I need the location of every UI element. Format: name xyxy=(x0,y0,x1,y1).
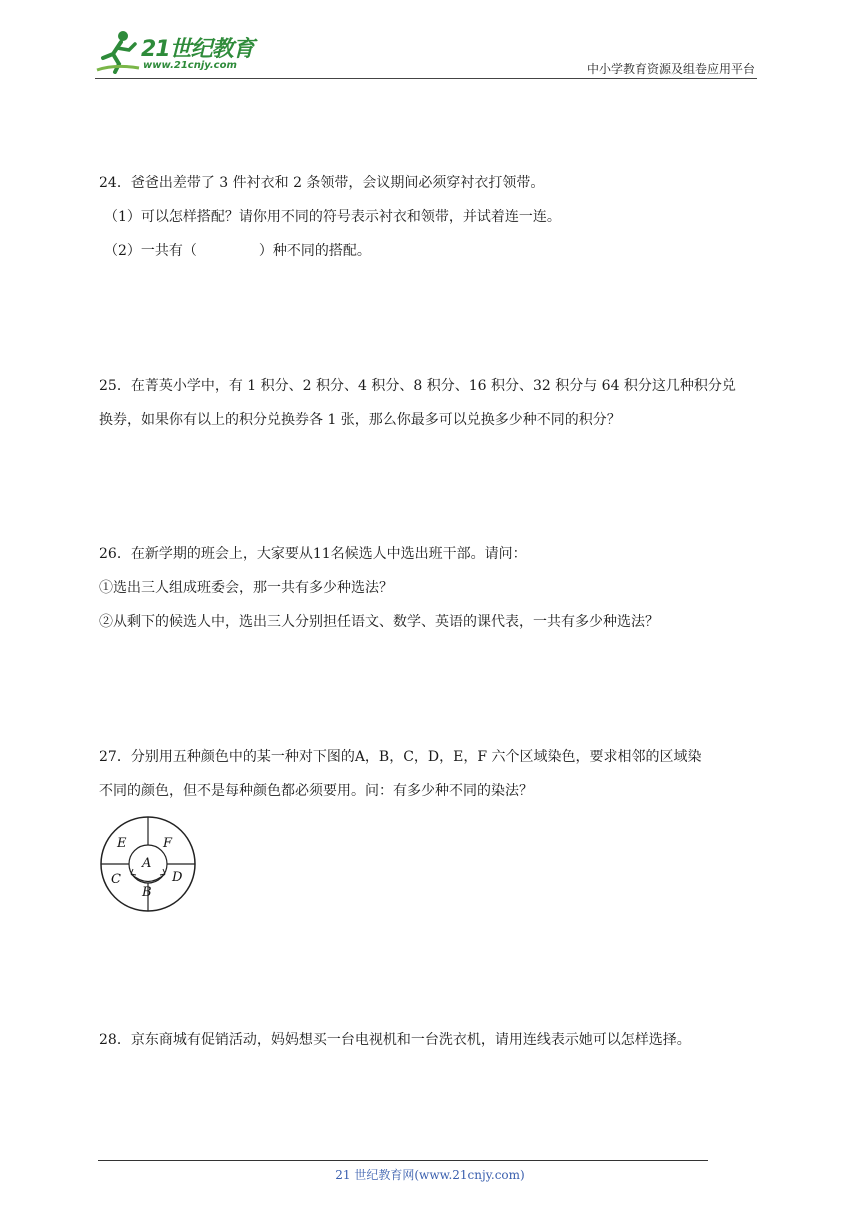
logo-text: 21世纪教育 xyxy=(141,37,254,62)
q24-part2-before: （2）一共有（ xyxy=(104,243,197,259)
q24-part2-after: ）种不同的搭配。 xyxy=(258,243,371,259)
label-c: C xyxy=(111,872,121,887)
q27-region-figure xyxy=(98,815,198,913)
q24-stem: 24．爸爸出差带了 3 件衬衣和 2 条领带，会议期间必须穿衬衣打领带。 xyxy=(99,175,545,191)
q27-line1: 27．分别用五种颜色中的某一种对下图的A，B，C，D，E，F 六个区域染色，要求相邻的区域染 xyxy=(99,749,702,765)
q28-stem: 28．京东商城有促销活动，妈妈想买一台电视机和一台洗衣机，请用连线表示她可以怎样选择。 xyxy=(99,1032,691,1048)
logo-url: www.21cnjy.com xyxy=(143,60,237,71)
q24-part1: （1）可以怎样搭配？请你用不同的符号表示衬衣和领带，并试着连一连。 xyxy=(104,209,561,225)
label-e: E xyxy=(117,836,127,851)
q26-part2: ②从剩下的候选人中，选出三人分别担任语文、数学、英语的课代表，一共有多少种选法？ xyxy=(99,614,659,630)
footer-divider xyxy=(98,1160,708,1161)
runner-logo-icon xyxy=(95,28,141,74)
label-b: B xyxy=(142,885,152,900)
q27-line2: 不同的颜色，但不是每种颜色都必须要用。问：有多少种不同的染法？ xyxy=(99,783,533,799)
q26-part1: ①选出三人组成班委会，那一共有多少种选法？ xyxy=(99,580,393,596)
region-b-arc xyxy=(131,874,165,882)
header-platform-text: 中小学教育资源及组卷应用平台 xyxy=(586,62,755,76)
header-divider xyxy=(95,78,757,79)
q24-part2 xyxy=(104,241,371,261)
q25-line2: 换券，如果你有以上的积分兑换券各 1 张，那么你最多可以兑换多少种不同的积分？ xyxy=(99,412,621,428)
q26-stem: 26．在新学期的班会上，大家要从11名候选人中选出班干部。请问： xyxy=(99,546,527,562)
label-f: F xyxy=(163,836,173,851)
label-d: D xyxy=(172,870,183,885)
q25-line1: 25．在菁英小学中，有 1 积分、2 积分、4 积分、8 积分、16 积分、32 积分与 64 积分这几种积分兑 xyxy=(99,378,736,394)
label-a: A xyxy=(142,856,152,871)
page-header xyxy=(95,28,757,78)
footer-text[interactable]: 21 世纪教育网(www.21cnjy.com) xyxy=(335,1168,525,1182)
logo xyxy=(95,28,265,76)
